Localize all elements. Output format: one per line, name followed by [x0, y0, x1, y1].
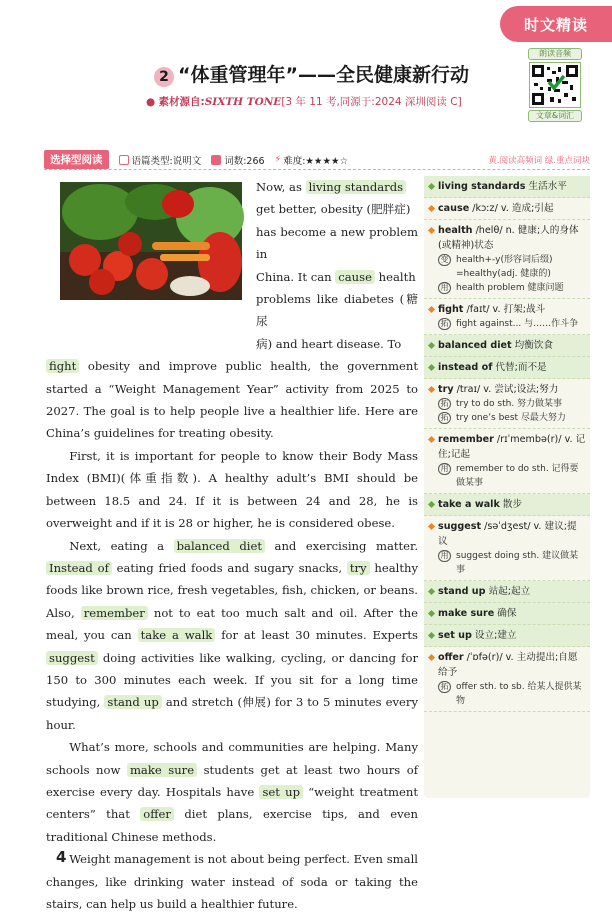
vocab-highlight: fight: [46, 359, 79, 373]
paragraph-1: [46, 176, 418, 355]
vocab-highlight: cause: [335, 270, 375, 284]
meta-bar: [44, 150, 590, 170]
paragraph-4: What’s more, schools and communities are helping. Many schools now make sure students get at least two hours of exercise every day. Hospitals have set up “weight treatment centers” that offer diet plans, exercise tips, and even traditional Chinese methods.: [46, 740, 419, 844]
vocab-definition: /səˈdʒest/ v. 建议;提议: [438, 521, 577, 547]
vocab-highlight: try: [347, 561, 370, 575]
article-title: [154, 60, 514, 87]
vocab-entry: [424, 379, 590, 429]
vocab-entry: [424, 198, 590, 220]
vocab-word: make sure: [438, 608, 495, 619]
vocab-note: 用 remember to do sth. 记得要做某事: [438, 462, 586, 490]
vocab-definition: 均衡饮食: [511, 340, 554, 351]
location-pin-icon: ●: [146, 96, 156, 108]
vocab-word: remember: [438, 434, 494, 445]
vocab-highlight: set up: [259, 785, 303, 799]
vocab-word: take a walk: [438, 499, 500, 510]
paragraph-5: Weight management is not about being perfect. Even small changes, like drinking water instead of soda or taking the stairs, can help us build a healthier future.: [46, 852, 418, 911]
text-line: 病) and heart disease. To: [256, 336, 402, 351]
vocab-definition: 散步: [499, 499, 523, 510]
vocab-note: 拓 fight against... 与……作斗争: [438, 317, 586, 331]
vocab-word: suggest: [438, 521, 482, 532]
vocab-note: 用 suggest doing sth. 建议做某事: [438, 549, 586, 577]
vocab-highlight: take a walk: [138, 628, 216, 642]
vocab-highlight: Instead of: [46, 561, 112, 575]
vocab-highlight: remember: [81, 606, 148, 620]
vocab-definition: /ˈɒfə(r)/ v. 主动提出;自愿给予: [438, 652, 578, 678]
text-line: Now, as living standards: [256, 176, 418, 198]
vocab-word: health: [438, 225, 473, 236]
vocab-note: 用 health problem 健康问题: [438, 281, 586, 295]
vocab-highlight: living standards: [306, 180, 406, 194]
vocab-entry: [424, 647, 590, 712]
vocab-entry: [424, 516, 590, 581]
vocab-definition: /faɪt/ v. 打架;战斗: [463, 304, 546, 315]
book-icon: [211, 155, 221, 165]
note-type-icon: 拓: [438, 398, 451, 410]
document-icon: [119, 155, 129, 165]
word-count-info: 词数:266: [211, 153, 264, 167]
qr-bottom-label: 文章&词汇: [528, 110, 582, 122]
genre-info: 语篇类型:说明文: [119, 153, 202, 167]
note-type-icon: 用: [438, 550, 451, 562]
vocab-definition: 生活水平: [525, 181, 567, 192]
vocab-word: fight: [438, 304, 464, 315]
vocab-sidebar: [424, 176, 590, 798]
vocab-word: set up: [438, 630, 472, 641]
source-line: ● 素材源自:SIXTH TONE[3 年 11 考,同源于:2024 深圳阅读 C]: [146, 96, 462, 108]
vocab-highlight: balanced diet: [174, 539, 265, 553]
note-type-icon: 拓: [438, 412, 451, 424]
vocab-entry: [424, 220, 590, 299]
text-line: get better, obesity (肥胖症): [256, 202, 411, 217]
source-extra: [3 年 11 考,同源于:2024 深圳阅读 C]: [281, 96, 462, 108]
text-line: problems like diabetes (糖尿: [256, 292, 418, 329]
qr-code-icon: [529, 62, 581, 108]
article-body: [46, 176, 418, 915]
vocab-entry: [424, 494, 590, 516]
vocab-note: 拓 try one’s best 尽最大努力: [438, 411, 586, 425]
vocab-word: living standards: [438, 181, 526, 192]
vocab-word: try: [438, 384, 454, 395]
vocab-definition: 站起;起立: [485, 586, 531, 597]
text-line: has become a new problem in: [256, 224, 418, 262]
vocab-entry: [424, 625, 590, 647]
vocab-entry: [424, 429, 590, 494]
vocab-note: 拓 try to do sth. 努力做某事: [438, 397, 586, 411]
vocab-entry: [424, 335, 590, 357]
vocab-definition: /kɔːz/ v. 造成;引起: [469, 203, 554, 214]
paragraph-2: First, it is important for people to know their Body Mass Index (BMI)(体重指数). A healthy adult’s BMI should be between 18.5 and 24. If it is between 24 and 28, he is overweight and if it is 28 or higher, he is considered obese.: [46, 448, 418, 531]
vocab-entry: [424, 357, 590, 379]
vocab-entry: [424, 603, 590, 625]
lightning-icon: ⚡: [274, 154, 282, 165]
vocab-definition: /rɪˈmembə(r)/ v. 记住;记起: [438, 434, 586, 460]
vocab-word: offer: [438, 652, 464, 663]
section-tab: 时文精读: [500, 6, 612, 42]
paragraph-1-cont: fight obesity and improve public health, the government started a “Weight Management Year” activity from 2025 to 2027. The goal is to help people live a healthier life. Here are China’s guidelines for treating obesity.: [46, 359, 418, 441]
page-number: 4: [56, 848, 67, 866]
vocab-word: stand up: [438, 586, 486, 597]
vocab-entry: [424, 299, 590, 335]
qr-top-label: 朗读音频: [528, 48, 582, 60]
vocab-word: cause: [438, 203, 470, 214]
vocab-entry: [424, 581, 590, 603]
vocab-highlight: stand up: [104, 695, 161, 709]
article-title-text: “体重管理年”——全民健康新行动: [178, 64, 469, 86]
vocab-note: 拓 offer sth. to sb. 给某人提供某物: [438, 680, 586, 708]
vocab-definition: /traɪ/ v. 尝试;设法;努力: [453, 384, 559, 395]
qr-code-panel[interactable]: [524, 48, 586, 122]
note-type-icon: 用: [438, 463, 451, 475]
vocab-definition: 代替;而不是: [492, 362, 547, 373]
vocab-definition: 设立;建立: [471, 630, 517, 641]
vocab-definition: /helθ/ n. 健康;人的身体(或精神)状态: [438, 225, 579, 251]
note-type-icon: 拓: [438, 681, 451, 693]
note-type-icon: 变: [438, 254, 451, 266]
vocab-highlight: suggest: [46, 651, 98, 665]
difficulty-info: ⚡ 难度:★★★★☆: [274, 154, 349, 167]
vocab-highlight: offer: [140, 807, 174, 821]
note-type-icon: 用: [438, 282, 451, 294]
source-name: SIXTH TONE: [204, 96, 282, 108]
vocab-entry: [424, 176, 590, 198]
vocab-definition: 确保: [494, 608, 517, 619]
note-type-icon: 拓: [438, 318, 451, 330]
color-legend: 黄.阅读高频词 绿.重点词块: [488, 155, 590, 166]
vocab-highlight: make sure: [127, 763, 197, 777]
reading-type-tag: 选择型阅读: [44, 150, 109, 169]
vocab-note: 变 health+-y(形容词后缀) =healthy(adj. 健康的): [438, 253, 586, 281]
article-number: 2: [154, 67, 174, 87]
vocab-word: balanced diet: [438, 340, 512, 351]
text-line: China. It can cause health: [256, 269, 416, 284]
vocab-word: instead of: [438, 362, 493, 373]
paragraph-3: Next, eating a balanced diet and exercising matter. Instead of eating fried foods and sugary snacks, try healthy foods like brown rice, fresh vegetables, fish, chicken, or beans. Also, remember not to eat too much salt and oil. After the meal, you can take a walk for at least 30 minutes. Experts suggest doing activities like walking, cycling, or dancing for 150 to 300 minutes each week. If you sit for a long time studying, stand up and stretch (伸展) for 3 to 5 minutes every hour.: [46, 538, 418, 732]
